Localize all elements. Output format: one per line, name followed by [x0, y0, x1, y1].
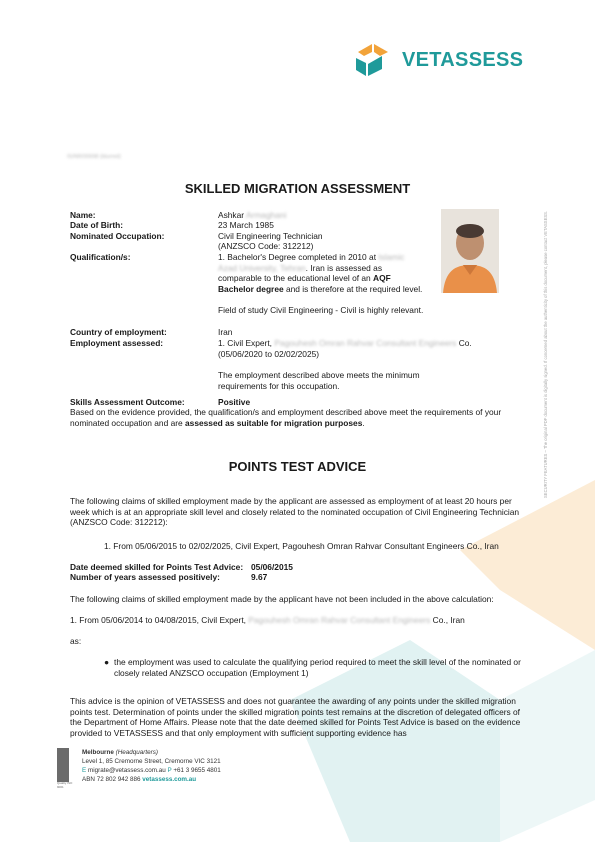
- footer: [57, 748, 457, 798]
- employment-value: 1. Civil Expert, Pagouhesh Omran Rahvar Consultant Engineers Co. (05/06/2020 to 02/02/2025): [218, 338, 472, 359]
- occupation-value: Civil Engineering Technician: [218, 231, 323, 241]
- employment-label: Employment assessed:: [70, 338, 164, 348]
- footer-hq: (Headquarters): [115, 749, 158, 756]
- years-label: Number of years assessed positively:: [70, 572, 220, 582]
- points-claim: 1. From 05/06/2015 to 02/02/2025, Civil Expert, Pagouhesh Omran Rahvar Consultant Engineers Co., Iran: [104, 541, 499, 551]
- logo-wordmark: VETASSESS: [402, 49, 524, 71]
- date-skilled-value: 05/06/2015: [251, 562, 293, 572]
- disclaimer: This advice is the opinion of VETASSESS and does not guarantee the awarding of any points under the skilled migration points test. Determination of points under the skilled migration points test remains at the discretion of delegated officers of the Department of Home Affairs. Please note that the date deemed skilled for Points Test Advice is based on the evidence provided to VETASSESS and that only employment with sufficient supporting evidence has: [70, 696, 521, 738]
- years-value: 9.67: [251, 572, 268, 582]
- logo-mark-icon: [352, 42, 396, 78]
- iso-certification-badge: Quality ISO 9001: [57, 748, 73, 793]
- security-notice: SECURITY FEATURES – The original PDF document is digitally signed. If concerned about the authenticity of this document, please contact VETASSESS.: [543, 210, 548, 498]
- excluded-claim: 1. From 05/06/2014 to 04/08/2015, Civil Expert, Pagouhesh Omran Rahvar Consultant Engineers Co., Iran: [70, 615, 465, 625]
- anzsco-code: (ANZSCO Code: 312212): [218, 241, 314, 251]
- date-skilled-label: Date deemed skilled for Points Test Advice:: [70, 562, 244, 572]
- footer-website-link[interactable]: vetassess.com.au: [142, 776, 197, 784]
- occupation-label: Nominated Occupation:: [70, 231, 165, 241]
- points-intro: The following claims of skilled employment made by the applicant are assessed as employment of at least 20 hours per week which is at an appropriate skill level and closely related to the nominated occupation of Civil Engineering Technician (ANZSCO Code: 312212):: [70, 496, 520, 527]
- footer-address: Level 1, 85 Cremorne Street, Cremorne VIC 3121: [82, 758, 221, 766]
- assessment-title: SKILLED MIGRATION ASSESSMENT: [184, 181, 411, 196]
- country-value: Iran: [218, 327, 233, 337]
- footer-city: Melbourne: [82, 749, 114, 756]
- applicant-photo: [441, 209, 499, 293]
- name-label: Name:: [70, 210, 96, 220]
- company-logo: [352, 42, 552, 80]
- outcome-value: Positive: [218, 397, 251, 407]
- footer-email[interactable]: migrate@vetassess.com.au: [87, 767, 166, 775]
- name-redacted: Armaghani: [245, 210, 287, 220]
- bullet-item: ● the employment was used to calculate the qualifying period required to meet the skill level of the nominated or closely related ANZSCO occupation (Employment 1): [104, 657, 521, 678]
- dob-label: Date of Birth:: [70, 220, 124, 230]
- name-value: Ashkar Armaghani: [218, 210, 287, 220]
- country-label: Country of employment:: [70, 327, 167, 337]
- footer-phone: +61 3 9655 4801: [173, 767, 221, 775]
- bullet-list: [104, 657, 524, 678]
- excluded-intro: The following claims of skilled employment made by the applicant have not been included in the above calculation:: [70, 594, 494, 604]
- outcome-text: Based on the evidence provided, the qualification/s and employment described above meet the requirements of your nominated occupation and are assessed as suitable for migration purposes.: [70, 407, 502, 428]
- footer-contact: Melbourne (Headquarters) Level 1, 85 Cremorne Street, Cremorne VIC 3121 E migrate@vetassess.com.au P +61 3 9655 4801 ABN 72 802 942 886 vetassess.com.au: [82, 749, 221, 784]
- footer-abn: ABN 72 802 942 886: [82, 776, 141, 784]
- qualification-text: 1. Bachelor's Degree completed in 2010 at Islamic Azad University, Tehran. Iran is assessed as comparable to the educational level of an AQF Bachelor degree and is therefore at the required level.: [218, 252, 423, 294]
- reference-number: IS/NR/00698 (blurred): [67, 154, 121, 160]
- qualification-label: Qualification/s:: [70, 252, 131, 262]
- points-title: POINTS TEST ADVICE: [228, 459, 367, 474]
- as-label: as:: [70, 636, 82, 646]
- outcome-label: Skills Assessment Outcome:: [70, 397, 185, 407]
- employment-note: The employment described above meets the minimum requirements for this occupation.: [218, 370, 420, 391]
- field-of-study-note: Field of study Civil Engineering - Civil is highly relevant.: [218, 305, 424, 315]
- dob-value: 23 March 1985: [218, 220, 274, 230]
